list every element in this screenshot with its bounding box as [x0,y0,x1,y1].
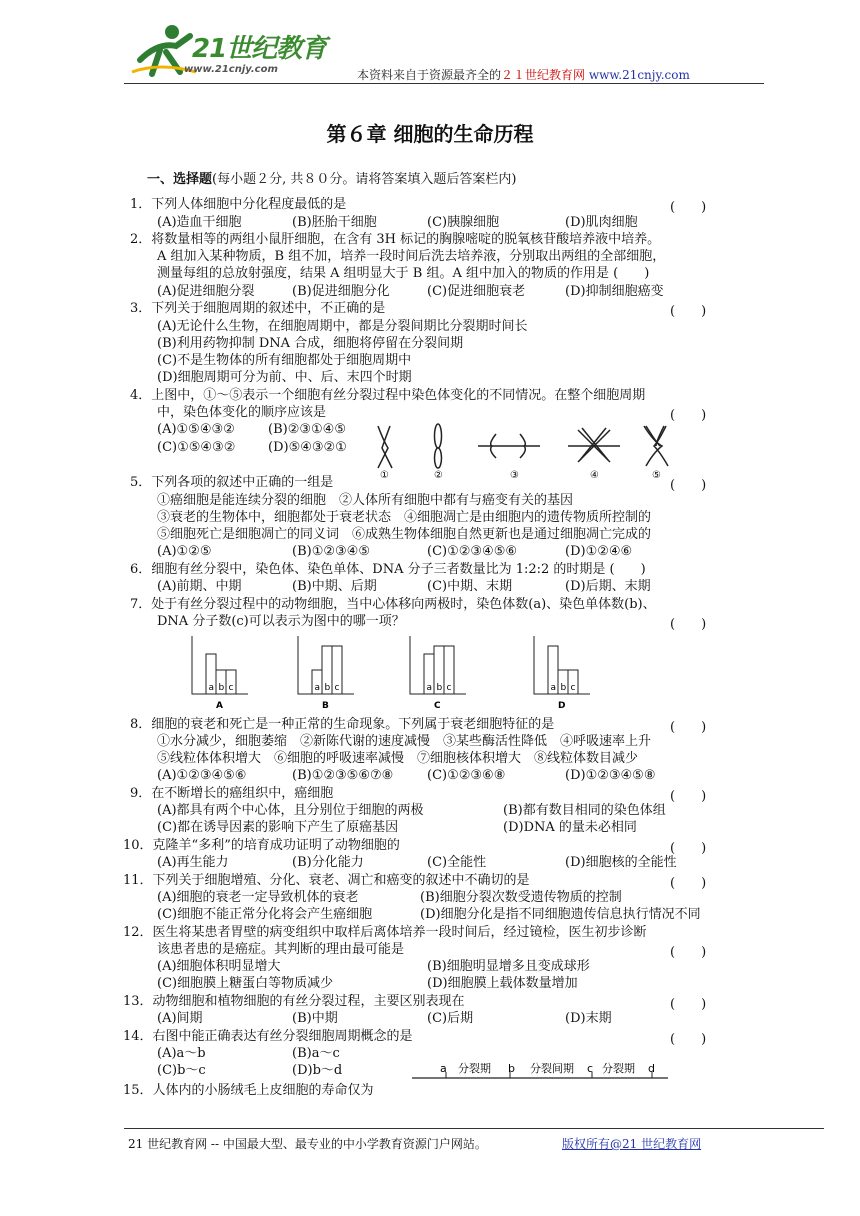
q2-line-1: 2．将数量相等的两组小鼠肝细胞，在含有 3H 标记的胸腺嘧啶的脱氧核苷酸培养液中培养。 [130,232,661,247]
q13-option-b: (B)中期 [292,1011,338,1026]
section-note: (每小题２分, 共８０分。请将答案填入题后答案栏内) [212,172,517,187]
timeline-point-b: b [508,1062,515,1075]
timeline-point-d: d [648,1062,655,1075]
q4-option-b: (B)②③①④⑤ [268,422,346,437]
bar-letter-c: c [446,683,452,693]
logo-text: 21世纪教育 [192,34,327,64]
q5-option-a: (A)①②⑤ [157,544,212,559]
bar-chart-B [298,636,354,711]
chart-label-C: C [434,701,441,711]
q11-option-d: (D)细胞分化是指不同细胞遗传信息执行情况不同 [420,907,701,922]
timeline-segment-3: 分裂期 [602,1062,635,1075]
q2-option-b: (B)促进细胞分化 [292,284,390,299]
q11-stem: 11．下列关于细胞增殖、分化、衰老、凋亡和癌变的叙述中不确切的是 [123,873,530,888]
q15-stem: 15．人体内的小肠绒毛上皮细胞的寿命仅为 [123,1083,374,1098]
q8-option-a: (A)①②③④⑤⑥ [157,768,247,783]
q13-option-c: (C)后期 [427,1011,474,1026]
q10-option-d: (D)细胞核的全能性 [565,855,677,870]
q7-bracket[interactable]: ( ) [670,617,707,632]
q12-bracket[interactable]: ( ) [670,945,707,960]
q3-option-b: (B)利用药物抑制 DNA 合成，细胞将停留在分裂间期 [157,336,464,351]
q13-stem: 13．动物细胞和植物细胞的有丝分裂过程，主要区别表现在 [123,994,465,1009]
q14-option-d: (D)b～d [292,1063,343,1078]
header-note-site[interactable]: ２１世纪教育网 [501,68,586,82]
bar-letter-c: c [228,683,234,693]
q10-stem: 10．克隆羊“多利”的培育成功证明了动物细胞的 [123,838,400,853]
q1-option-b: (B)胚胎干细胞 [292,215,377,230]
q8-bracket[interactable]: ( ) [670,720,707,735]
logo-url: www.21cnjy.com [184,64,278,75]
q4-stem: 4．上图中，①～⑤表示一个细胞有丝分裂过程中染色体变化的不同情况。在整个细胞周期 [130,388,646,403]
q12-option-a: (A)细胞体积明显增大 [157,959,281,974]
header-note [357,66,690,83]
timeline-segment-2: 分裂间期 [530,1062,574,1075]
chromosome-1 [378,426,392,468]
q12-option-b: (B)细胞明显增多且变成球形 [427,959,590,974]
header-note-url[interactable]: www.21cnjy.com [588,68,690,82]
timeline-point-a: a [440,1062,447,1075]
chart-label-B: B [322,701,329,711]
q5-item-1: ①癌细胞是能连续分裂的细胞 ②人体所有细胞中都有与癌变有关的基因 [157,493,574,508]
q1-option-c: (C)胰腺细胞 [427,215,500,230]
bar-letter-c: c [334,683,340,693]
q3-option-c: (C)不是生物体的所有细胞都处于细胞周期中 [157,353,412,368]
q14-stem: 14．右图中能正确表达有丝分裂细胞周期概念的是 [123,1029,413,1044]
chart-label-A: A [216,701,223,711]
q10-option-c: (C)全能性 [427,855,487,870]
fig-label-1: ① [380,470,389,480]
bar-letter-b: b [436,683,443,693]
section-heading [147,168,516,187]
footer-site-info: 21 世纪教育网 -- 中国最大型、最专业的中小学教育资源门户网站。 [128,1137,487,1151]
q8-item-1: ①水分减少，细胞萎缩 ②新陈代谢的速度减慢 ③某些酶活性降低 ④呼吸速率上升 [157,734,652,749]
q13-option-a: (A)间期 [157,1011,203,1026]
page-title: 第６章 细胞的生命历程 [326,122,534,146]
site-logo [130,22,340,84]
q7-bar-charts [180,632,600,712]
q4-option-a: (A)①⑤④③② [157,422,235,437]
q10-option-a: (A)再生能力 [157,855,229,870]
q9-option-b: (B)都有数目相同的染色体组 [503,803,666,818]
q10-bracket[interactable]: ( ) [670,841,707,856]
q4-stem-2: 中，染色体变化的顺序应该是 [157,405,327,420]
q9-bracket[interactable]: ( ) [670,789,707,804]
fig-label-3: ③ [510,470,519,480]
chromosome-5 [644,426,668,466]
q5-option-c: (C)①②③④⑤⑥ [427,544,518,559]
header-note-text: 本资料来自于资源最齐全的 [357,68,502,82]
q8-option-b: (B)①②③⑤⑥⑦⑧ [292,768,394,783]
q3-bracket[interactable]: ( ) [670,304,707,319]
q2-option-d: (D)抑制细胞癌变 [565,284,664,299]
fig-label-2: ② [434,470,443,480]
q6-stem: 6．细胞有丝分裂中，染色体、染色单体、DNA 分子三者数量比为 1:2:2 的时期是 ( ) [130,562,646,577]
chromosome-2 [435,424,442,468]
q5-bracket[interactable]: ( ) [670,478,707,493]
bar-letter-a: a [550,683,557,693]
q5-stem: 5．下列各项的叙述中正确的一组是 [130,475,334,490]
q13-bracket[interactable]: ( ) [670,997,707,1012]
q11-option-c: (C)细胞不能正常分化将会产生癌细胞 [157,907,373,922]
bar-letter-a: a [426,683,433,693]
bar-letter-c: c [570,683,576,693]
q6-option-c: (C)中期、末期 [427,579,513,594]
q3-option-d: (D)细胞周期可分为前、中、后、末四个时期 [157,370,412,385]
q8-option-d: (D)①②③④⑤⑧ [565,768,656,783]
bar-letter-b: b [218,683,225,693]
q8-stem: 8．细胞的衰老和死亡是一种正常的生命现象。下列属于衰老细胞特征的是 [130,717,555,732]
q13-option-d: (D)末期 [565,1011,612,1026]
q11-bracket[interactable]: ( ) [670,876,707,891]
q8-item-2: ⑤线粒体体积增大 ⑥细胞的呼吸速率减慢 ⑦细胞核体积增大 ⑧线粒体数目减少 [157,751,639,766]
q1-bracket[interactable]: ( ) [670,200,707,215]
q9-option-d: (D)DNA 的量未必相同 [503,820,637,835]
bar-letter-b: b [560,683,567,693]
fig-label-4: ④ [590,470,599,480]
q2-option-a: (A)促进细胞分裂 [157,284,255,299]
q7-stem: 7．处于有丝分裂过程中的动物细胞，当中心体移向两极时，染色体数(a)、染色单体数(b)、 [130,597,656,612]
bar-letter-a: a [208,683,215,693]
footer-copyright-link[interactable]: 版权所有@21 世纪教育网 [562,1137,702,1151]
q12-option-c: (C)细胞膜上糖蛋白等物质减少 [157,976,334,991]
q9-stem: 9．在不断增长的癌组织中，癌细胞 [130,786,334,801]
q1-stem: 1．下列人体细胞中分化程度最低的是 [130,197,347,212]
q14-option-b: (B)a～c [292,1046,340,1061]
bar-chart-D [534,636,590,711]
timeline-segment-1: 分裂期 [458,1062,491,1075]
timeline-point-c: c [587,1062,594,1075]
q5-option-d: (D)①②④⑥ [565,544,633,559]
q11-option-b: (B)细胞分裂次数受遗传物质的控制 [420,890,622,905]
q9-option-c: (C)都在诱导因素的影响下产生了原癌基因 [157,820,399,835]
q3-stem: 3．下列关于细胞周期的叙述中，不正确的是 [130,301,386,316]
bar-letter-a: a [314,683,321,693]
chromosome-3 [478,434,540,458]
q14-option-c: (C)b～c [157,1063,206,1078]
q6-option-d: (D)后期、末期 [565,579,651,594]
q14-bracket[interactable]: ( ) [670,1032,707,1047]
section-label: 一、选择题 [147,172,213,187]
bar-letter-b: b [324,683,331,693]
q6-option-a: (A)前期、中期 [157,579,242,594]
q4-option-d: (D)⑤④③②① [268,440,347,455]
chart-label-D: D [558,701,566,711]
q2-line-2: A 组加入某种物质，B 组不加，培养一段时间后洗去培养液，分别取出两组的全部细胞， [157,249,666,264]
q8-option-c: (C)①②③⑥⑧ [427,768,506,783]
footer-divider [124,1128,824,1129]
q12-line-2: 该患者患的是癌症。其判断的理由最可能是 [157,942,405,957]
fig-label-5: ⑤ [652,470,661,480]
q1-option-d: (D)肌肉细胞 [565,215,638,230]
q5-option-b: (B)①②③④⑤ [292,544,370,559]
q4-option-c: (C)①⑤④③② [157,440,236,455]
q7-stem-2: DNA 分子数(c)可以表示为图中的哪一项？ [157,614,405,629]
q12-option-d: (D)细胞膜上载体数量增加 [427,976,578,991]
q14-option-a: (A)a～b [157,1046,206,1061]
q4-bracket[interactable]: ( ) [670,408,707,423]
q5-item-3: ⑤细胞死亡是细胞凋亡的同义词 ⑥成熟生物体细胞自然更新也是通过细胞凋亡完成的 [157,527,652,542]
chromosome-figure [370,420,690,480]
q2-line-3: 测量每组的总放射强度，结果 A 组明显大于 B 组。A 组中加入的物质的作用是 ( ) [157,266,650,281]
bar-chart-A [192,636,248,711]
header-divider [124,83,764,84]
chromosome-4 [568,428,620,462]
cell-cycle-timeline [410,1058,670,1084]
q2-option-c: (C)促进细胞衰老 [427,284,526,299]
bar-chart-C [410,636,466,711]
q5-item-2: ③衰老的生物体中，细胞都处于衰老状态 ④细胞凋亡是由细胞内的遗传物质所控制的 [157,510,652,525]
q6-option-b: (B)中期、后期 [292,579,377,594]
q10-option-b: (B)分化能力 [292,855,364,870]
q11-option-a: (A)细胞的衰老一定导致机体的衰老 [157,890,359,905]
q9-option-a: (A)都具有两个中心体，且分别位于细胞的两极 [157,803,424,818]
q12-line-1: 12．医生将某患者胃壁的病变组织中取样后离体培养一段时间后，经过镜检，医生初步诊断 [123,925,647,940]
q3-option-a: (A)无论什么生物，在细胞周期中，都是分裂间期比分裂期时间长 [157,319,528,334]
q1-option-a: (A)造血干细胞 [157,215,242,230]
